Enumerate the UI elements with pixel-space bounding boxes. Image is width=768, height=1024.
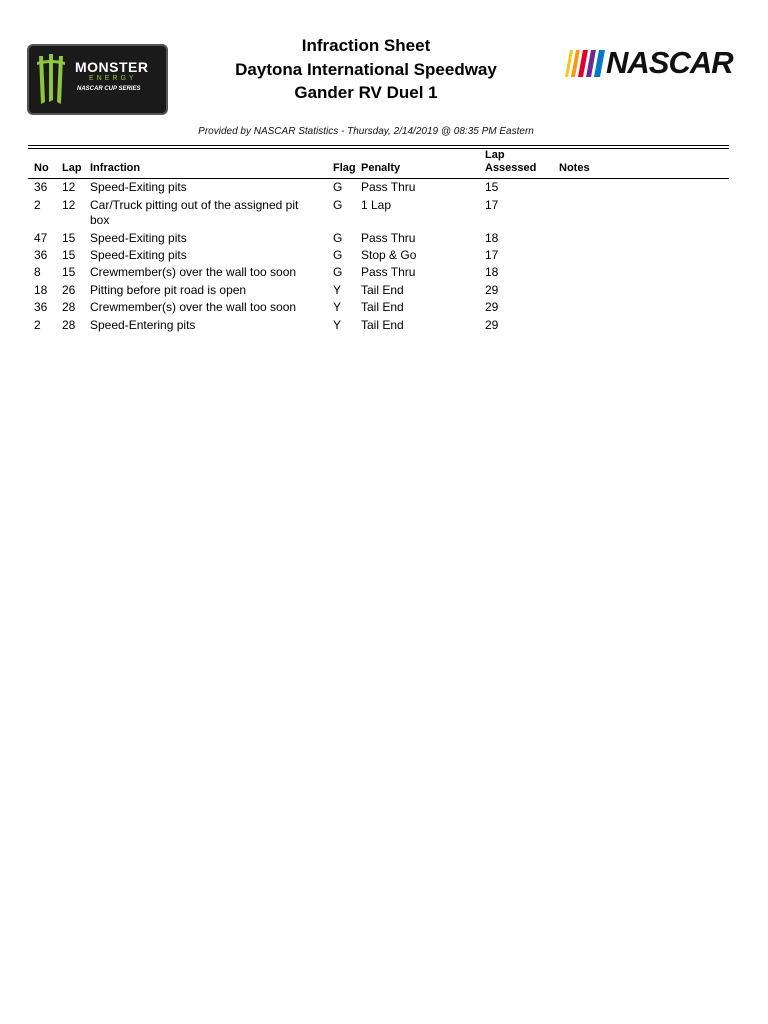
energy-wordmark: ENERGY — [89, 75, 137, 82]
sheet-title: Infraction Sheet — [301, 36, 431, 55]
cell-lap: 12 — [62, 198, 76, 212]
race-name: Gander RV Duel 1 — [294, 83, 438, 102]
top-rule — [28, 145, 729, 146]
cell-lap: 15 — [62, 265, 76, 279]
col-header-penalty: Penalty — [361, 162, 401, 174]
cell-infraction: Pitting before pit road is open — [90, 283, 247, 297]
cell-infraction: Speed-Exiting pits — [90, 248, 187, 262]
cell-penalty: Pass Thru — [361, 231, 416, 245]
cell-flag: G — [333, 198, 343, 212]
cell-infraction: Speed-Exiting pits — [90, 231, 187, 245]
cell-lap-assessed: 18 — [485, 265, 499, 279]
cell-no: 36 — [34, 248, 48, 262]
nascar-wordmark: NASCAR — [606, 45, 733, 80]
cell-flag: Y — [333, 318, 342, 332]
cell-lap-assessed: 29 — [485, 318, 499, 332]
table-row — [0, 248, 768, 265]
cell-penalty: Stop & Go — [361, 248, 417, 262]
table-row — [0, 231, 768, 248]
top-rule-second — [28, 148, 729, 149]
cell-lap-assessed: 29 — [485, 300, 499, 314]
cell-penalty: Tail End — [361, 318, 404, 332]
col-header-lap-assessed-line2: Assessed — [485, 162, 537, 174]
cell-infraction: Speed-Exiting pits — [90, 180, 187, 194]
cell-lap-assessed: 17 — [485, 198, 499, 212]
cell-no: 18 — [34, 283, 48, 297]
cell-infraction: Crewmember(s) over the wall too soon — [90, 300, 297, 314]
cell-penalty: 1 Lap — [361, 198, 392, 212]
cell-lap-assessed: 18 — [485, 231, 499, 245]
col-header-flag: Flag — [333, 162, 356, 174]
cell-flag: Y — [333, 283, 342, 297]
provided-by-line: Provided by NASCAR Statistics - Thursday, 2/14/2019 @ 08:35 PM Eastern — [198, 126, 534, 137]
cell-lap: 15 — [62, 248, 76, 262]
cell-no: 36 — [34, 180, 48, 194]
sheet-title-block — [210, 34, 522, 105]
cell-penalty: Pass Thru — [361, 180, 416, 194]
col-header-infraction: Infraction — [90, 162, 141, 174]
cell-penalty: Tail End — [361, 283, 404, 297]
cup-series-wordmark: NASCAR CUP SERIES — [77, 86, 141, 92]
cell-infraction: Crewmember(s) over the wall too soon — [90, 265, 297, 279]
cell-no: 8 — [34, 265, 41, 279]
infraction-table — [0, 180, 768, 335]
table-row — [0, 265, 768, 283]
cell-lap: 28 — [62, 318, 76, 332]
nascar-stripes-icon — [564, 46, 608, 80]
table-row — [0, 318, 768, 335]
header-rule — [28, 178, 729, 179]
table-row — [0, 283, 768, 300]
monster-energy-cup-logo — [27, 44, 168, 115]
cell-lap: 12 — [62, 180, 76, 194]
table-row — [0, 198, 768, 231]
cell-flag: G — [333, 180, 343, 194]
cell-no: 47 — [34, 231, 48, 245]
cell-flag: G — [333, 231, 343, 245]
cell-flag: G — [333, 248, 343, 262]
cell-lap-assessed: 17 — [485, 248, 499, 262]
cell-lap: 26 — [62, 283, 76, 297]
cell-infraction: Speed-Entering pits — [90, 318, 196, 332]
cell-infraction: Car/Truck pitting out of the assigned pit box — [90, 198, 299, 227]
col-header-lap: Lap — [62, 162, 82, 174]
cell-lap-assessed: 15 — [485, 180, 499, 194]
cell-lap-assessed: 29 — [485, 283, 499, 297]
cell-flag: Y — [333, 300, 342, 314]
monster-wordmark: MONSTER — [75, 59, 149, 75]
cell-flag: G — [333, 265, 343, 279]
track-name: Daytona International Speedway — [235, 59, 497, 79]
cell-no: 2 — [34, 318, 41, 332]
nascar-logo — [564, 45, 733, 80]
cell-no: 2 — [34, 198, 41, 212]
table-row — [0, 180, 768, 198]
col-header-lap-assessed-line1: Lap — [485, 149, 505, 161]
col-header-notes: Notes — [559, 162, 590, 174]
table-row — [0, 300, 768, 318]
cell-penalty: Pass Thru — [361, 265, 416, 279]
cell-penalty: Tail End — [361, 300, 404, 314]
col-header-no: No — [34, 162, 49, 174]
cell-no: 36 — [34, 300, 48, 314]
cell-lap: 28 — [62, 300, 76, 314]
cell-lap: 15 — [62, 231, 76, 245]
